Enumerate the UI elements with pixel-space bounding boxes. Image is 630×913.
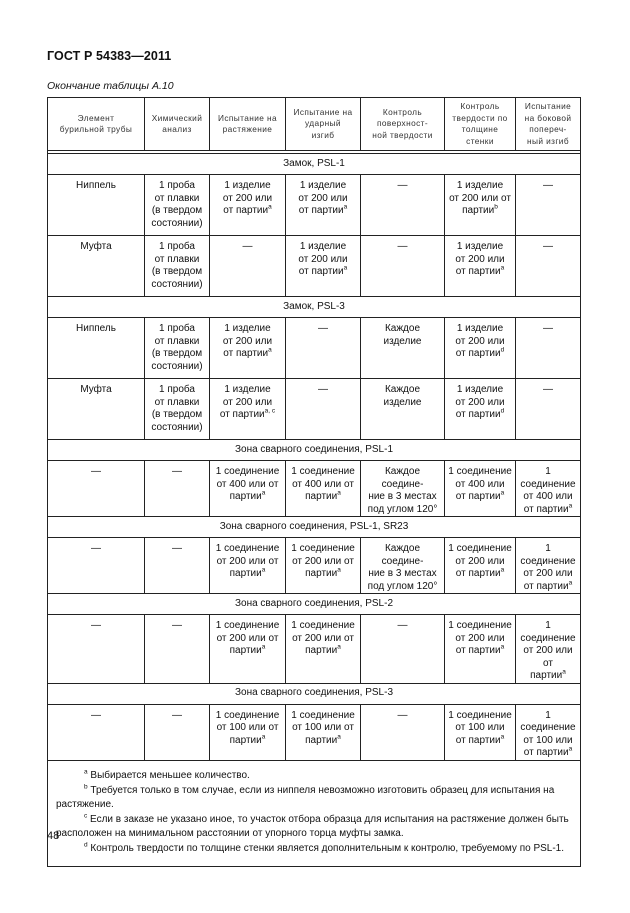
- cell-surface: Каждое соедине- ние в 3 местах под углом 120°: [361, 461, 445, 517]
- table-row: [48, 461, 581, 517]
- footnote: $^b$ Требуется только в том случае, если из ниппеля невозможно изготовить образец для испытания на растяжение.: [56, 783, 555, 810]
- section-title: Замок, PSL-3: [48, 297, 581, 318]
- footnote-ref: a: [343, 203, 348, 211]
- footnote: $^d$ Контроль твердости по толщине стенки является дополнительным к контролю, требуемому по PSL-1.: [84, 841, 565, 854]
- footnote-mark: d: [84, 841, 88, 849]
- footnote-ref: a, c: [264, 407, 276, 415]
- section-row: [48, 154, 581, 175]
- footnote-ref: a: [568, 502, 573, 510]
- section-row: [48, 297, 581, 318]
- column-header: Контроль поверхност- ной твердости: [361, 98, 445, 151]
- cell-surface: —: [361, 615, 445, 684]
- column-header: Контроль твердости по толщине стенки: [445, 98, 516, 151]
- footnote-ref: a: [500, 264, 505, 272]
- cell-wall: 1 соединение от 200 или от партии$^a$: [445, 615, 516, 684]
- table-row: [48, 538, 581, 594]
- cell-wall: 1 соединение от 100 или от партии$^a$: [445, 704, 516, 760]
- document-header: ГОСТ Р 54383—2011: [47, 49, 172, 63]
- table-row: [48, 175, 581, 236]
- table-row: [48, 704, 581, 760]
- cell-wall: 1 изделие от 200 или от партии$^d$: [445, 318, 516, 379]
- section-row: [48, 517, 581, 538]
- cell-bend: —: [516, 175, 581, 236]
- section-row: [48, 683, 581, 704]
- cell-chemical-analysis: 1 проба от плавки (в твердом состоянии): [145, 379, 210, 440]
- cell-element: —: [48, 461, 145, 517]
- footnote-ref: d: [500, 407, 505, 415]
- cell-impact: 1 соединение от 200 или от партии$^a$: [286, 615, 361, 684]
- footnote-ref: a: [568, 579, 573, 587]
- section-title: Зона сварного соединения, PSL-1: [48, 440, 581, 461]
- cell-surface: Каждое изделие: [361, 379, 445, 440]
- footnote-ref: a: [562, 668, 566, 676]
- footnote-ref: a: [500, 489, 505, 497]
- cell-bend: 1 соединение от 100 или от партии$^a$: [516, 704, 581, 760]
- table-row: [48, 318, 581, 379]
- cell-wall: 1 соединение от 200 или от партии$^a$: [445, 538, 516, 594]
- section-row: [48, 440, 581, 461]
- cell-impact: 1 изделие от 200 или от партии$^a$: [286, 175, 361, 236]
- cell-impact: 1 соединение от 100 или от партии$^a$: [286, 704, 361, 760]
- cell-impact: —: [286, 318, 361, 379]
- section-title: Зона сварного соединения, PSL-3: [48, 683, 581, 704]
- footnote: $^a$ Выбирается меньшее количество.: [84, 768, 250, 781]
- cell-wall: 1 соединение от 400 или от партии$^a$: [445, 461, 516, 517]
- cell-wall: 1 изделие от 200 или от партии$^d$: [445, 379, 516, 440]
- cell-tension: 1 изделие от 200 или от партии$^a$: [210, 318, 286, 379]
- cell-chemical-analysis: —: [145, 461, 210, 517]
- footnote-mark: b: [84, 783, 88, 791]
- cell-tension: 1 соединение от 400 или от партии$^a$: [210, 461, 286, 517]
- cell-impact: —: [286, 379, 361, 440]
- table-body: [48, 151, 581, 761]
- cell-bend: —: [516, 236, 581, 297]
- cell-surface: Каждое соедине- ние в 3 местах под углом 120°: [361, 538, 445, 594]
- section-title: Зона сварного соединения, PSL-1, SR23: [48, 517, 581, 538]
- cell-bend: 1 соединение от 400 или от партии$^a$: [516, 461, 581, 517]
- cell-element: —: [48, 704, 145, 760]
- cell-tension: 1 изделие от 200 или от партии$^{a, c}$: [210, 379, 286, 440]
- footnote-ref: a: [337, 489, 341, 497]
- cell-bend: —: [516, 379, 581, 440]
- cell-element: Муфта: [48, 379, 145, 440]
- cell-element: Ниппель: [48, 318, 145, 379]
- cell-tension: 1 соединение от 100 или от партии$^a$: [210, 704, 286, 760]
- footnote-ref: a: [261, 566, 266, 574]
- cell-tension: 1 соединение от 200 или от партии$^a$: [210, 615, 286, 684]
- cell-tension: 1 изделие от 200 или от партии$^a$: [210, 175, 286, 236]
- footnote-ref: a: [337, 643, 341, 651]
- footnote-ref: a: [337, 566, 341, 574]
- cell-impact: 1 соединение от 400 или от партии$^a$: [286, 461, 361, 517]
- cell-chemical-analysis: —: [145, 538, 210, 594]
- cell-element: —: [48, 538, 145, 594]
- cell-wall: 1 изделие от 200 или от партии$^b$: [445, 175, 516, 236]
- column-header: Элемент бурильной трубы: [48, 98, 145, 151]
- footnote-mark: c: [84, 812, 88, 820]
- cell-wall: 1 изделие от 200 или от партии$^a$: [445, 236, 516, 297]
- footnote: $^c$ Если в заказе не указано иное, то участок отбора образца для испытания на растяжение должен быть расположен на минимальном расстоянии от упорного торца муфты замка.: [56, 812, 569, 839]
- footnote-ref: a: [268, 203, 272, 211]
- cell-tension: —: [210, 236, 286, 297]
- column-header: Испытание на боковой попереч- ный изгиб: [516, 98, 581, 151]
- footnote-ref: a: [343, 264, 348, 272]
- cell-bend: 1 соединение от 200 или от партии$^a$: [516, 538, 581, 594]
- table-caption: Окончание таблицы А.10: [47, 80, 174, 92]
- footnote-ref: a: [500, 643, 505, 651]
- cell-impact: 1 изделие от 200 или от партии$^a$: [286, 236, 361, 297]
- table-footnotes-row: [48, 760, 581, 866]
- footnote-ref: a: [261, 733, 266, 741]
- section-title: Замок, PSL-1: [48, 154, 581, 175]
- footnote-ref: a: [261, 643, 266, 651]
- footnote-ref: a: [568, 745, 573, 753]
- cell-chemical-analysis: —: [145, 704, 210, 760]
- page-number: 48: [47, 830, 60, 842]
- section-title: Зона сварного соединения, PSL-2: [48, 594, 581, 615]
- cell-chemical-analysis: —: [145, 615, 210, 684]
- footnote-ref: a: [261, 489, 266, 497]
- footnote-ref: a: [268, 346, 272, 354]
- cell-element: —: [48, 615, 145, 684]
- footnote-ref: a: [500, 733, 505, 741]
- section-row: [48, 594, 581, 615]
- column-header: Испытание на растяжение: [210, 98, 286, 151]
- cell-surface: —: [361, 175, 445, 236]
- column-header: Испытание на ударный изгиб: [286, 98, 361, 151]
- table-header-row: [48, 98, 581, 151]
- cell-tension: 1 соединение от 200 или от партии$^a$: [210, 538, 286, 594]
- table-row: [48, 615, 581, 684]
- cell-element: Муфта: [48, 236, 145, 297]
- table-row: [48, 236, 581, 297]
- cell-chemical-analysis: 1 проба от плавки (в твердом состоянии): [145, 318, 210, 379]
- cell-chemical-analysis: 1 проба от плавки (в твердом состоянии): [145, 175, 210, 236]
- column-header: Химический анализ: [145, 98, 210, 151]
- cell-element: Ниппель: [48, 175, 145, 236]
- cell-chemical-analysis: 1 проба от плавки (в твердом состоянии): [145, 236, 210, 297]
- cell-surface: —: [361, 704, 445, 760]
- footnote-ref: a: [500, 566, 505, 574]
- table-footnotes: [48, 760, 581, 866]
- footnote-ref: b: [494, 203, 498, 211]
- cell-surface: —: [361, 236, 445, 297]
- footnote-mark: a: [84, 768, 88, 776]
- cell-surface: Каждое изделие: [361, 318, 445, 379]
- test-requirements-table: [47, 97, 581, 867]
- cell-impact: 1 соединение от 200 или от партии$^a$: [286, 538, 361, 594]
- cell-bend: 1 соединение от 200 или от партии$^a$: [516, 615, 581, 684]
- table-row: [48, 379, 581, 440]
- cell-bend: —: [516, 318, 581, 379]
- footnote-ref: d: [500, 346, 505, 354]
- footnote-ref: a: [337, 733, 341, 741]
